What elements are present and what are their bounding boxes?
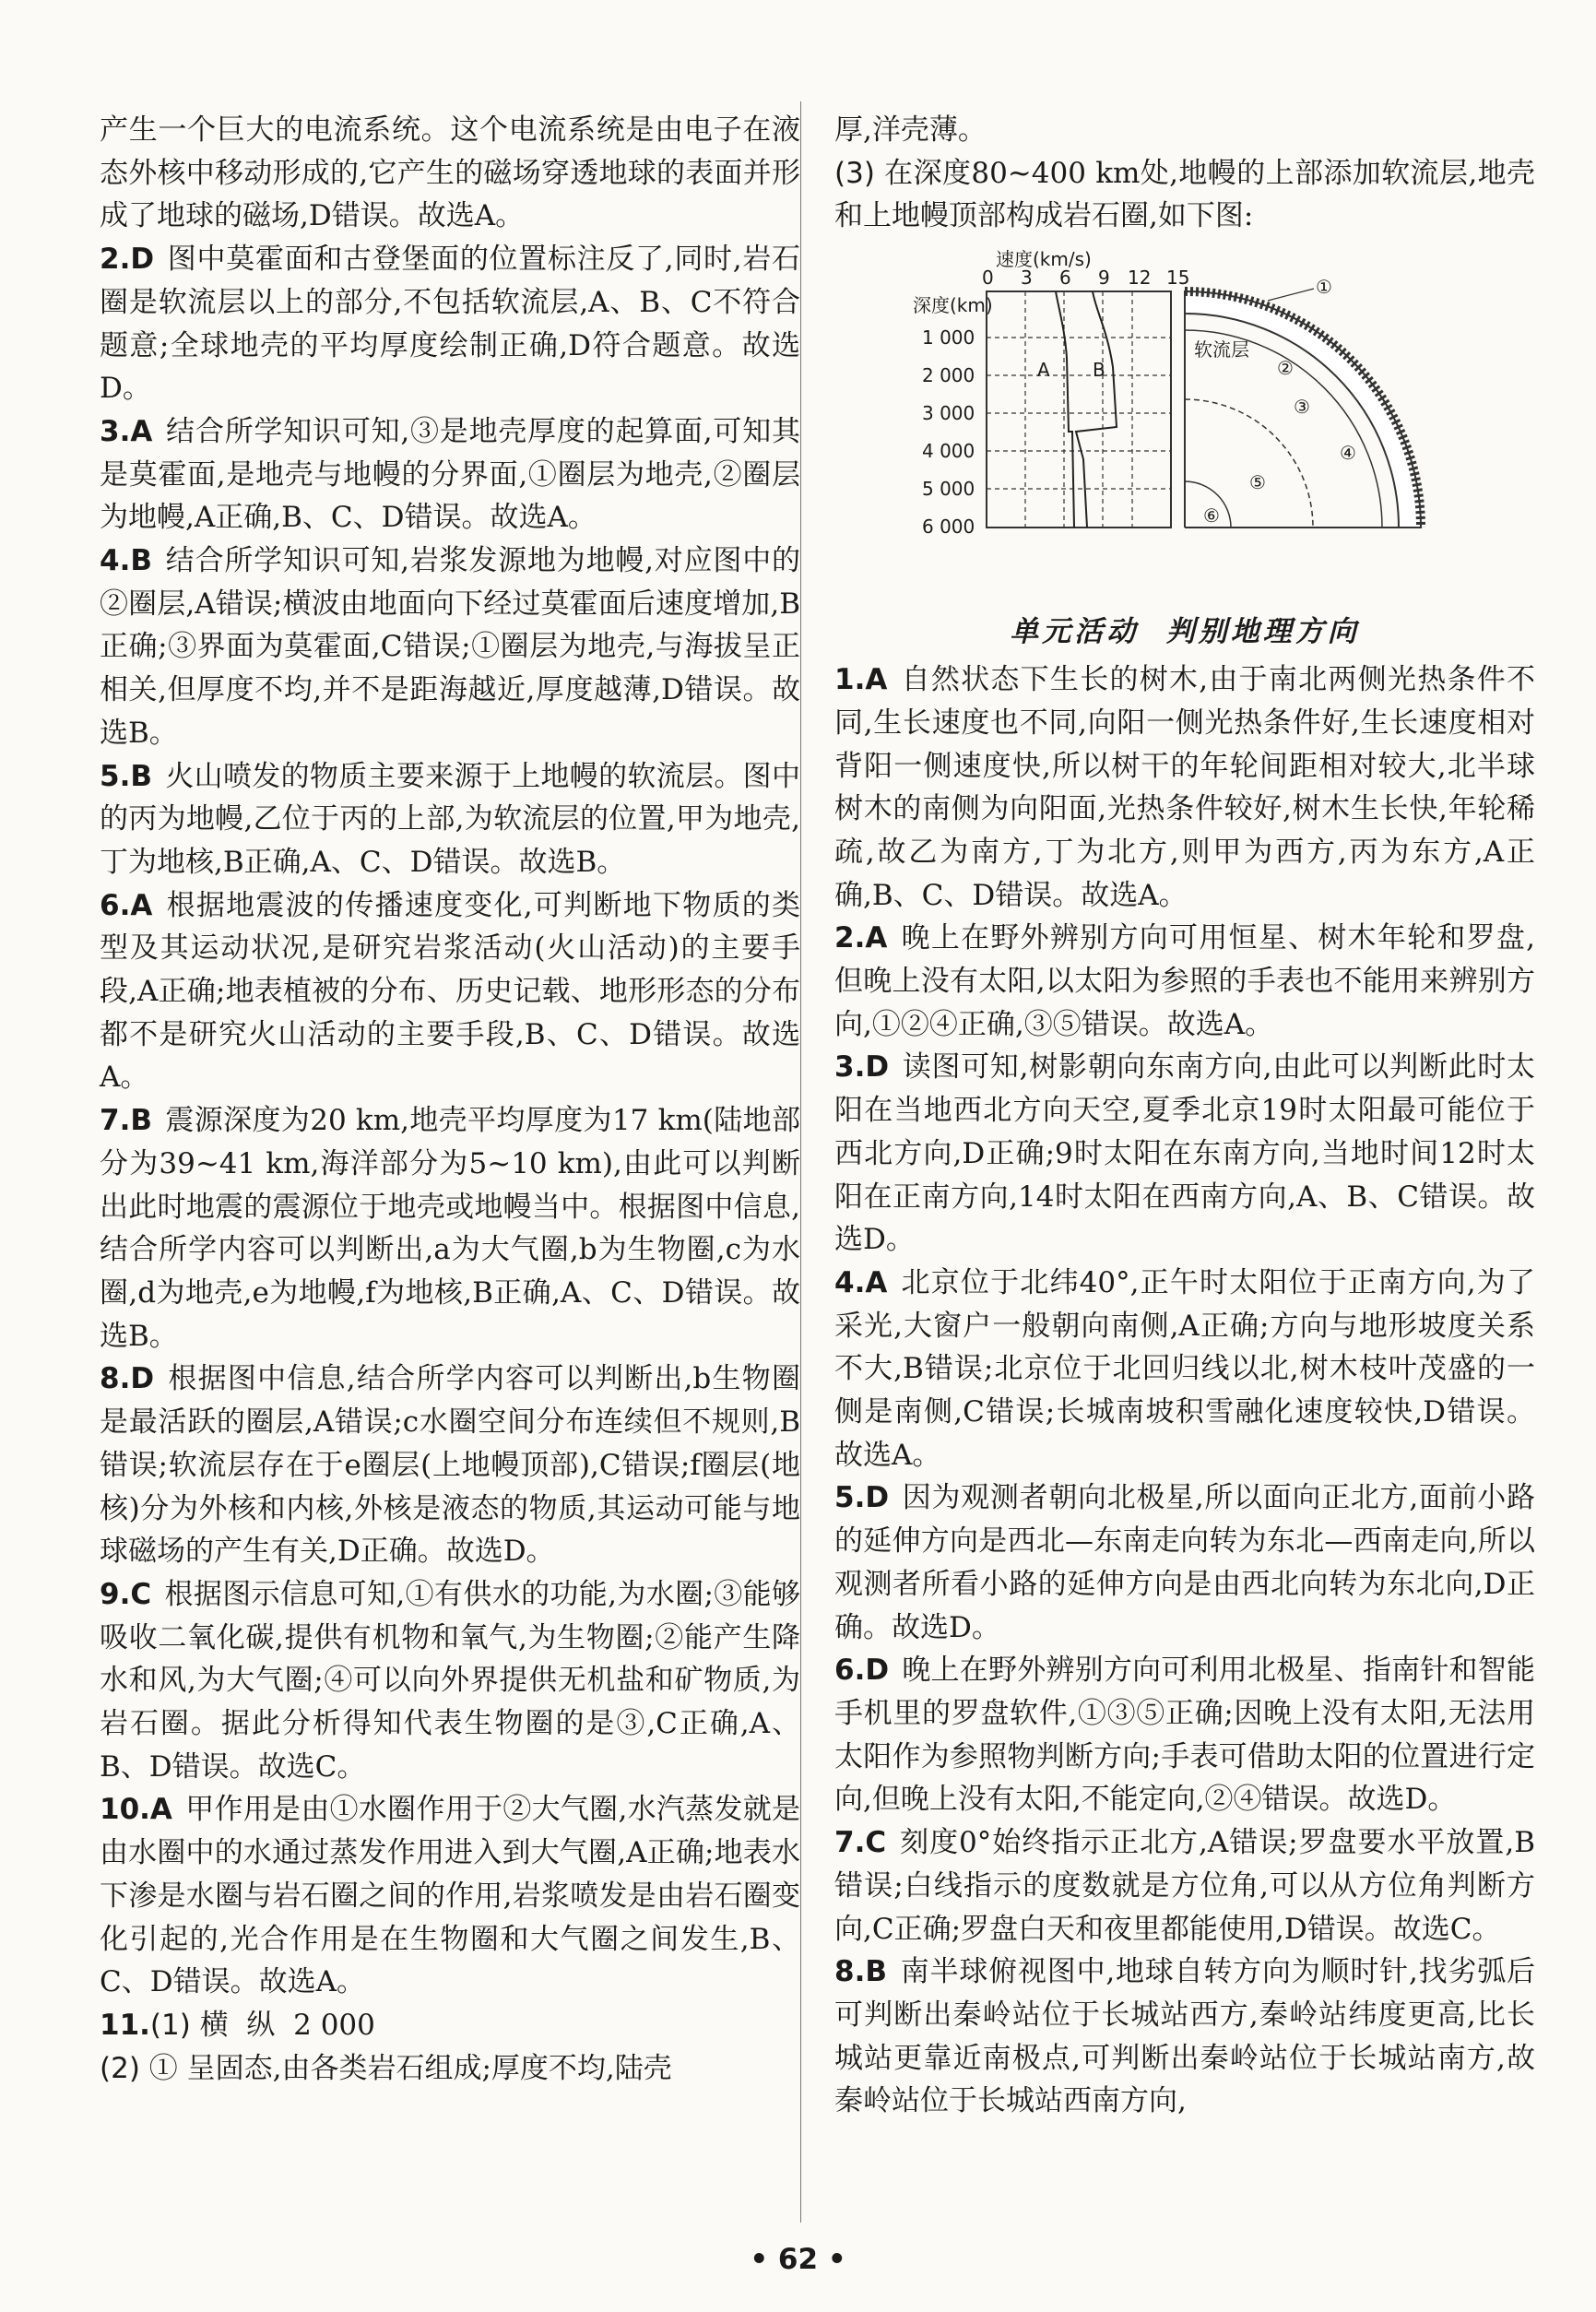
activity-answer-8: 8.B 南半球俯视图中,地球自转方向为顺时针,找劣弧后可判断出秦岭站位于长城站西方,秦岭站纬度更高,比长城站更靠近南极点,可判断出秦岭站位于长城站南方,故秦岭站位于长城站西南方向,	[834, 1955, 1535, 2118]
marker-5: ⑤	[1249, 471, 1266, 494]
activity-answer-3: 3.D 读图可知,树影朝向东南方向,由此可以判断此时太阳在当地西北方向天空,夏季北京19时太阳最可能位于西北方向,D正确;9时太阳在东南方向,当地时间12时太阳在正南方向,14时太阳在西南方向,A、B、C错误。故选D。	[834, 1050, 1535, 1257]
marker-4: ④	[1340, 442, 1356, 465]
paragraph-continuation: 产生一个巨大的电流系统。这个电流系统是由电子在液态外核中移动形成的,它产生的磁场穿透地球的表面并形成了地球的磁场,D错误。故选A。	[100, 113, 800, 233]
answer-q4: 4.B 结合所学知识可知,岩浆发源地为地幔,对应图中的②圈层,A错误;横波由地面向下经过莫霍面后速度增加,B正确;③界面为莫霍面,C错误;①圈层为地壳,与海拔呈正相关,但厚度不均,并不是距海越近,厚度越薄,D错误。故选B。	[100, 544, 800, 750]
page-number: • 62 •	[750, 2243, 846, 2276]
depth-tick-5000: 5 000	[922, 478, 975, 501]
activity-answer-1: 1.A 自然状态下生长的树木,由于南北两侧光热条件不同,生长速度也不同,向阳一侧光热条件好,生长速度相对背阳一侧速度快,所以树干的年轮间距相对较大,北半球树木的南侧为向阳面,光热条件较好,树木生长快,年轮稀疏,故乙为南方,丁为北方,则甲为西方,丙为东方,A正确,B、C、D错误。故选A。	[834, 663, 1535, 912]
answer-q11-part2: (2) ① 呈固态,由各类岩石组成;厚度不均,陆壳	[100, 2051, 672, 2085]
depth-tick-1000: 1 000	[922, 326, 975, 350]
soft-layer-label: 软流层	[1194, 338, 1249, 362]
speed-tick-9: 9	[1098, 267, 1110, 290]
depth-axis-label: 深度(km)	[913, 294, 993, 317]
depth-tick-3000: 3 000	[922, 402, 975, 425]
activity-answer-4: 4.A 北京位于北纬40°,正午时太阳位于正南方向,为了采光,大窗户一般朝向南侧,A正确;方向与地形坡度关系不大,B错误;北京位于北回归线以北,树木枝叶茂盛的一侧是南侧,C错误;长城南坡积雪融化速度较快,D错误。故选A。	[834, 1265, 1535, 1472]
answer-q3: 3.A 结合所学知识可知,③是地壳厚度的起算面,可知其是莫霍面,是地壳与地幔的分界面,①圈层为地壳,②圈层为地幔,A正确,B、C、D错误。故选A。	[100, 414, 800, 535]
answer-q10: 10.A 甲作用是由①水圈作用于②大气圈,水汽蒸发就是由水圈中的水通过蒸发作用进入到大气圈,A正确;地表水下渗是水圈与岩石圈之间的作用,岩浆喷发是由岩石圈变化引起的,光合作用是在生物圈和大气圈之间发生,B、C、D错误。故选A。	[100, 1793, 800, 1999]
answer-q7: 7.B 震源深度为20 km,地壳平均厚度为17 km(陆地部分为39~41 km,海洋部分为5~10 km),由此可以判断出此时地震的震源位于地壳或地幔当中。根据图中信息,结合所学内容可以判断出,a为大气圈,b为生物圈,c为水圈,d为地壳,e为地幔,f为地核,B正确,A、C、D错误。故选B。	[100, 1104, 800, 1353]
left-column	[100, 109, 800, 2090]
activity-answer-7: 7.C 刻度0°始终指示正北方,A错误;罗盘要水平放置,B错误;白线指示的度数就是方位角,可以从方位角判断方向,C正确;罗盘白天和夜里都能使用,D错误。故选C。	[834, 1826, 1535, 1946]
marker-1: ①	[1316, 276, 1332, 299]
earth-structure-figure	[834, 238, 1535, 607]
activity-answer-6: 6.D 晚上在野外辨别方向可利用北极星、指南针和智能手机里的罗盘软件,①③⑤正确;因晚上没有太阳,无法用太阳作为参照物判断方向;手表可借助太阳的位置进行定向,但晚上没有太阳,不能定向,②④错误。故选D。	[834, 1654, 1535, 1817]
depth-tick-2000: 2 000	[922, 364, 975, 387]
curve-b-label: B	[1093, 359, 1105, 382]
speed-tick-6: 6	[1059, 267, 1071, 290]
speed-tick-15: 15	[1166, 267, 1190, 290]
marker-6: ⑥	[1203, 504, 1220, 528]
answer-q11-part3: (3) 在深度80~400 km处,地幔的上部添加软流层,地壳和上地幔顶部构成岩石圈,如下图:	[834, 156, 1535, 233]
speed-tick-12: 12	[1128, 267, 1152, 290]
wave-curve-a	[1056, 291, 1074, 528]
curve-a-label: A	[1037, 359, 1050, 382]
right-column	[834, 109, 1535, 2123]
activity-answer-5: 5.D 因为观测者朝向北极星,所以面向正北方,面前小路的延伸方向是西北—东南走向转为东北—西南走向,所以观测者所看小路的延伸方向是由西北向转为东北向,D正确。故选D。	[834, 1481, 1535, 1644]
answer-q9: 9.C 根据图示信息可知,①有供水的功能,为水圈;③能够吸收二氧化碳,提供有机物和氧气,为生物圈;②能产生降水和风,为大气圈;④可以向外界提供无机盐和矿物质,为岩石圈。据此分析得知代表生物圈的是③,C正确,A、B、D错误。故选C。	[100, 1577, 800, 1784]
marker-2: ②	[1277, 357, 1294, 380]
depth-speed-grid	[987, 291, 1171, 528]
seismic-wave-diagram	[834, 238, 1535, 607]
speed-tick-3: 3	[1021, 267, 1033, 290]
column-divider	[800, 101, 801, 2223]
wave-curve-b	[1076, 291, 1117, 528]
speed-axis-label: 速度(km/s)	[996, 248, 1092, 271]
answer-q5: 5.B 火山喷发的物质主要来源于上地幔的软流层。图中的丙为地幔,乙位于丙的上部,为软流层的位置,甲为地壳,丁为地核,B正确,A、C、D错误。故选B。	[100, 759, 800, 879]
answer-q6: 6.A 根据地震波的传播速度变化,可判断地下物质的类型及其运动状况,是研究岩浆活动(火山活动)的主要手段,A正确;地表植被的分布、历史记载、地形形态的分布都不是研究火山活动的主要手段,B、C、D错误。故选A。	[100, 888, 800, 1095]
marker-3: ③	[1294, 396, 1310, 419]
section-title: 单元活动 判别地理方向	[1010, 615, 1360, 649]
depth-tick-4000: 4 000	[922, 440, 975, 463]
answer-q2: 2.D 图中莫霍面和古登堡面的位置标注反了,同时,岩石圈是软流层以上的部分,不包括软流层,A、B、C不符合题意;全球地壳的平均厚度绘制正确,D符合题意。故选D。	[100, 243, 800, 406]
depth-tick-6000: 6 000	[922, 516, 975, 539]
answer-q11-part1: 11.(1) 横 纵 2 000	[100, 2008, 375, 2042]
paragraph-continuation-right: 厚,洋壳薄。	[834, 113, 987, 147]
answer-q8: 8.D 根据图中信息,结合所学内容可以判断出,b生物圈是最活跃的圈层,A错误;c水圈空间分布连续但不规则,B错误;软流层存在于e圈层(上地幔顶部),C错误;f圈层(地核)分为外核和内核,外核是液态的物质,其运动可能与地球磁场的产生有关,D正确。故选D。	[100, 1362, 800, 1569]
activity-answer-2: 2.A 晚上在野外辨别方向可用恒星、树木年轮和罗盘,但晚上没有太阳,以太阳为参照的手表也不能用来辨别方向,①②④正确,③⑤错误。故选A。	[834, 921, 1535, 1041]
speed-tick-0: 0	[982, 267, 994, 290]
